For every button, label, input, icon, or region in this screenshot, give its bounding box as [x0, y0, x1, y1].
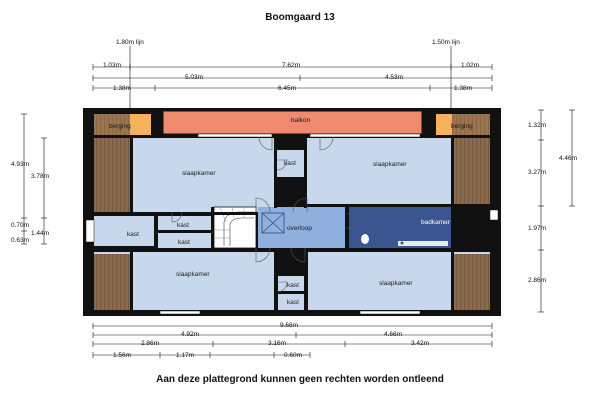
dim-bottom-3-a: 2.86m: [141, 340, 160, 347]
dimension-row-top-2: [93, 75, 492, 81]
marker-label-left: 1.80m lijn: [116, 39, 144, 46]
dim-right-e: 4.46m: [559, 155, 578, 162]
label-berging-right: berging: [451, 123, 473, 130]
label-slaapkamer-top-right: slaapkamer: [373, 161, 407, 168]
label-kast-left: kast: [127, 231, 139, 238]
label-kast-bottom-2: kast: [287, 299, 299, 306]
label-badkamer: badkamer: [421, 219, 450, 226]
dim-left-b: 0.70m: [11, 222, 30, 229]
dim-top-1-c: 1.02m: [461, 62, 480, 69]
dim-left-c: 0.63m: [11, 237, 30, 244]
dim-top-2-a: 5.03m: [185, 74, 204, 81]
dim-top-3-a: 1.38m: [113, 85, 132, 92]
dim-bottom-2-a: 4.92m: [181, 331, 200, 338]
dim-top-1-a: 1.03m: [103, 62, 122, 69]
label-slaapkamer-bottom-right: slaapkamer: [379, 280, 413, 287]
label-kast-mid-left: kast: [177, 222, 189, 229]
dim-right-d: 2.86m: [528, 277, 547, 284]
dim-right-c: 1.97m: [528, 225, 547, 232]
dim-left-e: 1.44m: [31, 230, 50, 237]
label-slaapkamer-top-left: slaapkamer: [182, 170, 216, 177]
dim-left-d: 3.78m: [31, 173, 50, 180]
kast-left-area: [94, 216, 154, 246]
dim-bottom-3-b: 3.16m: [268, 340, 287, 347]
dim-bottom-2-b: 4.66m: [384, 331, 403, 338]
dim-right-a: 1.32m: [528, 122, 547, 129]
label-slaapkamer-bottom-left: slaapkamer: [176, 271, 210, 278]
dim-bottom-4-a: 1.56m: [113, 352, 132, 359]
label-kast-bottom-1: kast: [287, 282, 299, 289]
label-berging-left: berging: [109, 123, 131, 130]
dimension-row-bottom-2: [93, 332, 492, 338]
page-title: Boomgaard 13: [265, 12, 335, 23]
dim-bottom-4-b: 1.17m: [176, 352, 195, 359]
label-kast-top: kast: [284, 160, 296, 167]
dim-top-3-b: 6.45m: [278, 85, 297, 92]
dim-left-a: 4.93m: [11, 161, 30, 168]
dim-bottom-3-c: 3.42m: [411, 340, 430, 347]
marker-label-right: 1.50m lijn: [432, 39, 460, 46]
label-kast-mid: kast: [178, 239, 190, 246]
dim-top-3-c: 1.38m: [454, 85, 473, 92]
dim-top-2-b: 4.53m: [385, 74, 404, 81]
dim-bottom-4-c: 0.60m: [284, 352, 303, 359]
toilet-icon: [361, 234, 369, 244]
dim-top-1-b: 7.62m: [282, 62, 301, 69]
dim-right-b: 3.27m: [528, 169, 547, 176]
label-balkon: balkon: [291, 117, 311, 124]
dim-bottom-1-a: 9.66m: [280, 322, 299, 329]
label-overloop: overloop: [287, 225, 312, 232]
disclaimer-text: Aan deze plattegrond kunnen geen rechten worden ontleend: [156, 374, 444, 385]
